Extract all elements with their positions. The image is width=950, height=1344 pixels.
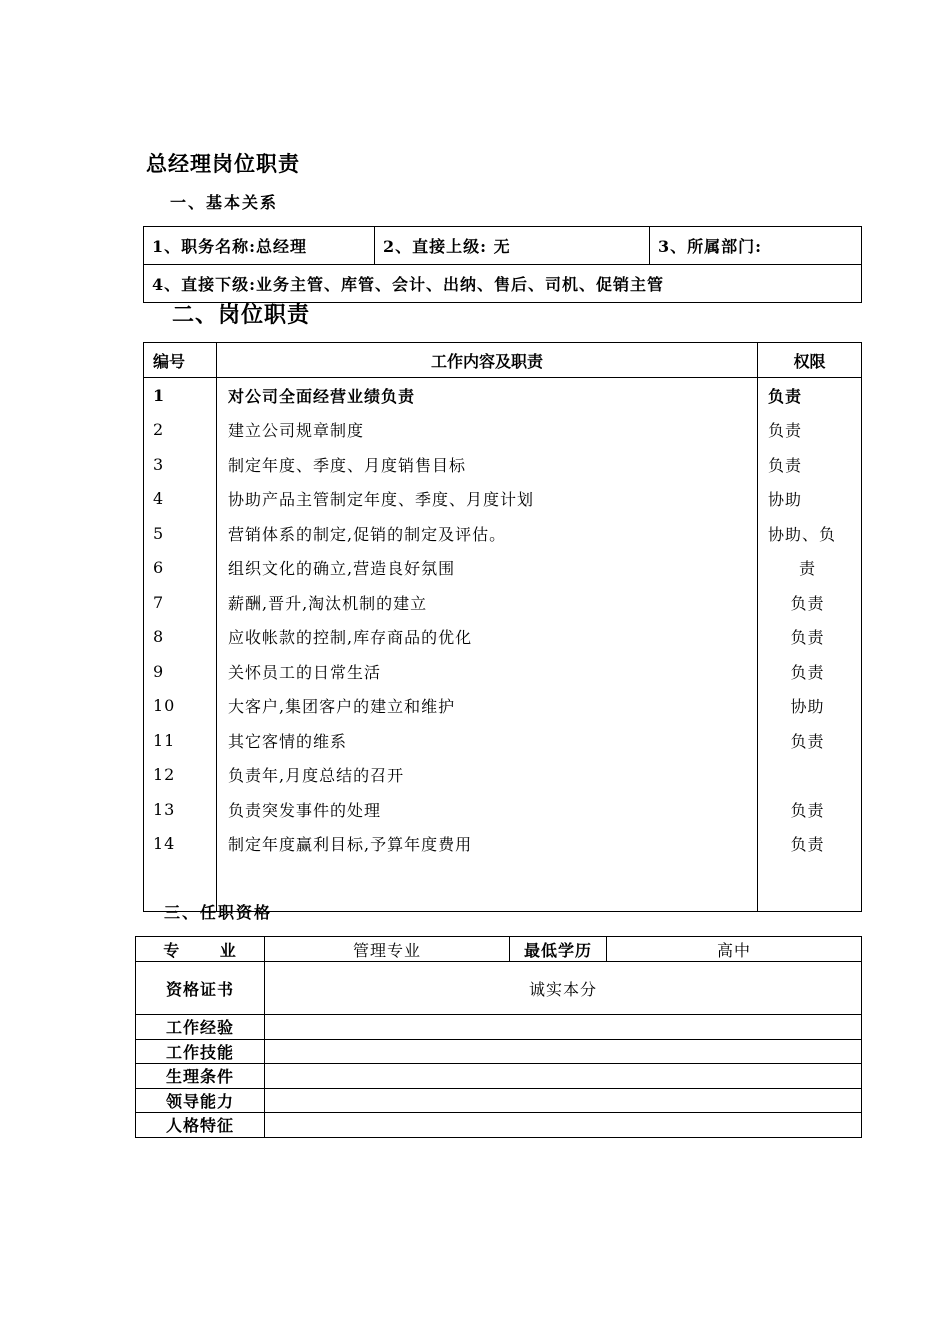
skills-label: 工作技能 (136, 1039, 265, 1064)
row-authority: 负责 (768, 386, 803, 406)
skills-value (265, 1039, 862, 1064)
table-row (144, 551, 862, 586)
row-content: 其它客情的维系 (217, 723, 758, 758)
department-cell: 3、所属部门: (650, 227, 862, 265)
section-qualification-heading: 三、任职资格 (164, 903, 273, 922)
row-number: 9 (144, 654, 217, 689)
row-authority: 协助 (768, 490, 803, 510)
row-content: 对公司全面经营业绩负责 (217, 378, 758, 413)
header-number: 编号 (144, 343, 217, 378)
physical-value (265, 1064, 862, 1089)
table-row (144, 585, 862, 620)
direct-subordinates-cell: 4、直接下级:业务主管、库管、会计、出纳、售后、司机、促销主管 (144, 265, 862, 303)
row-authority: 负责 (768, 421, 803, 441)
row-authority: 负责 (790, 593, 825, 613)
duties-header-row (144, 343, 862, 378)
row-number: 8 (144, 620, 217, 655)
major-value: 管理专业 (265, 937, 510, 962)
row-authority: 协助 (790, 697, 825, 717)
table-row (144, 827, 862, 862)
document-title: 总经理岗位职责 (146, 152, 300, 176)
table-row (144, 792, 862, 827)
row-content: 大客户,集团客户的建立和维护 (217, 689, 758, 724)
job-title-cell: 1、职务名称:总经理 (144, 227, 375, 265)
table-row (144, 447, 862, 482)
personality-value (265, 1113, 862, 1138)
leadership-value (265, 1088, 862, 1113)
row-number: 13 (144, 792, 217, 827)
row-number: 2 (144, 413, 217, 448)
qualification-table (135, 936, 862, 1138)
row-content: 应收帐款的控制,库存商品的优化 (217, 620, 758, 655)
row-content: 制定年度赢利目标,予算年度费用 (217, 827, 758, 862)
table-row (144, 758, 862, 793)
row-content: 关怀员工的日常生活 (217, 654, 758, 689)
row-authority: 协助、负 (768, 524, 837, 544)
major-label: 专 业 (136, 937, 265, 962)
row-number: 12 (144, 758, 217, 793)
table-row (144, 413, 862, 448)
physical-label: 生理条件 (136, 1064, 265, 1089)
education-label: 最低学历 (510, 937, 607, 962)
row-number: 4 (144, 482, 217, 517)
experience-label: 工作经验 (136, 1015, 265, 1040)
experience-value (265, 1015, 862, 1040)
row-number: 5 (144, 516, 217, 551)
row-authority: 负责 (790, 835, 825, 855)
table-row (144, 482, 862, 517)
certificate-value: 诚实本分 (265, 962, 862, 1015)
leadership-label: 领导能力 (136, 1088, 265, 1113)
row-number: 1 (144, 378, 217, 413)
personality-label: 人格特征 (136, 1113, 265, 1138)
table-row (144, 516, 862, 551)
basic-relation-table (143, 226, 862, 303)
direct-superior-cell: 2、直接上级: 无 (375, 227, 650, 265)
row-content: 制定年度、季度、月度销售目标 (217, 447, 758, 482)
row-content: 负责年,月度总结的召开 (217, 758, 758, 793)
duties-table (143, 342, 862, 912)
header-content: 工作内容及职责 (217, 343, 758, 378)
section-duties-heading: 二、岗位职责 (172, 302, 311, 328)
row-number: 11 (144, 723, 217, 758)
row-number: 10 (144, 689, 217, 724)
table-row (144, 654, 862, 689)
header-authority: 权限 (758, 343, 862, 378)
table-row (144, 723, 862, 758)
row-authority: 责 (798, 559, 816, 579)
row-content: 协助产品主管制定年度、季度、月度计划 (217, 482, 758, 517)
row-number: 6 (144, 551, 217, 586)
row-content: 负责突发事件的处理 (217, 792, 758, 827)
row-content: 营销体系的制定,促销的制定及评估。 (217, 516, 758, 551)
row-number: 7 (144, 585, 217, 620)
section-basic-heading: 一、基本关系 (170, 193, 279, 212)
row-number: 14 (144, 827, 217, 862)
row-authority: 负责 (790, 662, 825, 682)
empty-cell (758, 861, 862, 912)
row-content: 组织文化的确立,营造良好氛围 (217, 551, 758, 586)
row-content: 薪酬,晋升,淘汰机制的建立 (217, 585, 758, 620)
education-value: 高中 (607, 937, 862, 962)
row-authority (758, 758, 862, 793)
certificate-label: 资格证书 (136, 962, 265, 1015)
empty-cell (217, 861, 758, 912)
row-content: 建立公司规章制度 (217, 413, 758, 448)
row-authority: 负责 (768, 455, 803, 475)
row-number: 3 (144, 447, 217, 482)
table-row (144, 689, 862, 724)
row-authority: 负责 (790, 628, 825, 648)
table-row (144, 620, 862, 655)
row-authority: 负责 (790, 731, 825, 751)
table-row (144, 378, 862, 413)
row-authority: 负责 (790, 800, 825, 820)
